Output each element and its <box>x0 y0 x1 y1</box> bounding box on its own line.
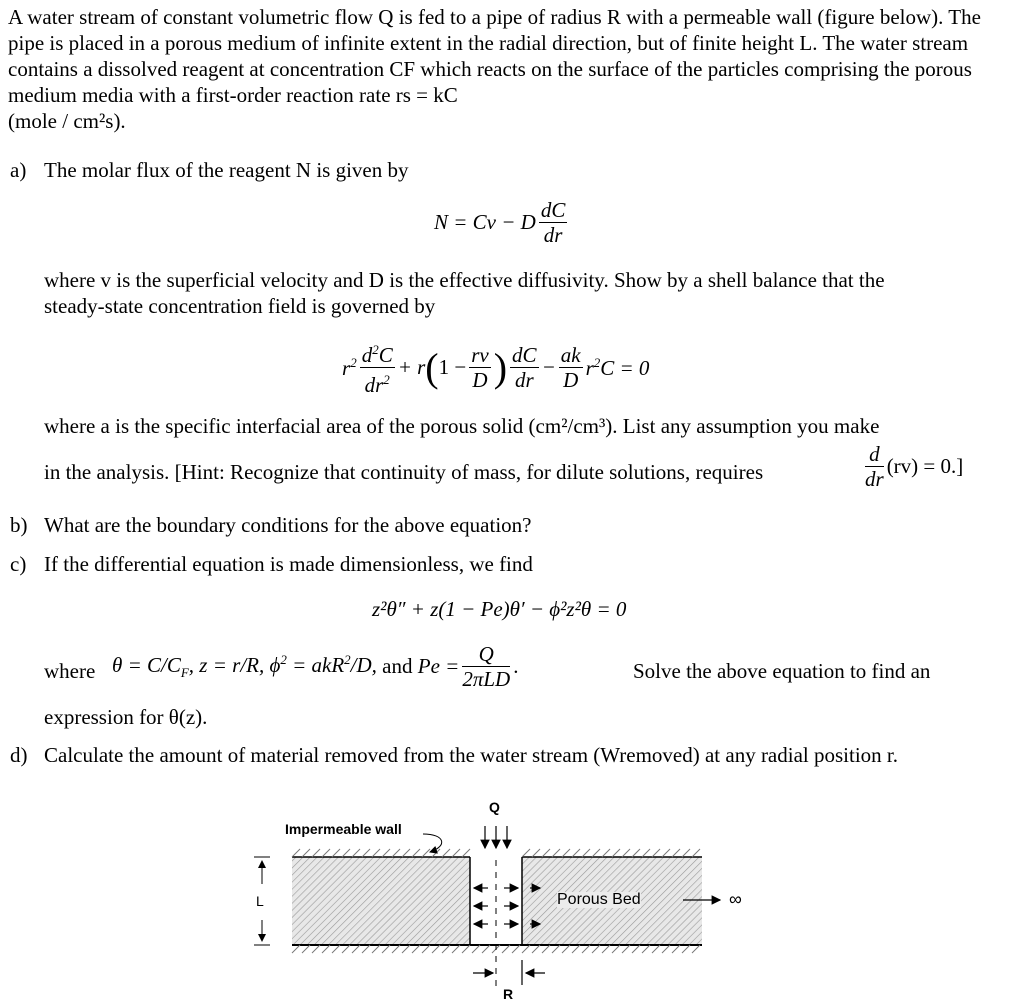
part-b-text: What are the boundary conditions for the above equation? <box>44 513 532 537</box>
part-a-where: where v is the superficial velocity and D is the effective diffusivity. Show by a shell balance that the <box>44 268 885 292</box>
part-c-text: If the differential equation is made dimensionless, we find <box>44 552 533 576</box>
radius-label-r: R <box>503 986 514 1002</box>
wall-hatch-top <box>292 849 700 857</box>
equation-governing: $r^2$ $\frac{d^2C}{dr^2}$ + r(1 − $\frac{rv}{D}$ ) $\frac{dC}{dr}$ − $\frac{ak}{D}$ $r^2C = 0$ <box>342 338 649 397</box>
equation-definitions: $\theta = C/C_F$, z = r/R, $\phi^2 = akR^2/D$, and Pe = $\frac{Q}{\text{2πLD}}$ . <box>112 642 519 691</box>
inlet-flow-arrows <box>485 826 507 848</box>
impermeable-wall-label: Impermeable wall <box>285 821 402 837</box>
equation-hint: $\frac{d}{dr}$ (rv) = 0.] <box>865 442 964 491</box>
part-c-label: c) <box>10 552 27 576</box>
radius-dimension <box>473 960 545 985</box>
equation-dimensionless: z²θ″ + z(1 − Pe)θ′ − ϕ²z²θ = 0 <box>372 597 627 621</box>
intro-units: (mole / cm²s). <box>8 109 126 133</box>
part-c-expression: expression for θ(z). <box>44 705 208 729</box>
part-b-label: b) <box>10 513 28 537</box>
height-label-l: L <box>256 893 264 909</box>
porous-bed-left <box>292 857 470 945</box>
flow-label-q: Q <box>489 799 500 815</box>
part-a-text: The molar flux of the reagent N is given by <box>44 158 409 182</box>
part-a-where2: steady-state concentration field is governed by <box>44 294 436 318</box>
wall-callout-arrow <box>423 834 442 852</box>
porous-bed-label: Porous Bed <box>557 891 641 908</box>
part-a-where3: where a is the specific interfacial area of the porous solid (cm²/cm³). List any assumption you make <box>44 414 880 438</box>
infinity-symbol: ∞ <box>729 889 742 909</box>
part-a-hint: in the analysis. [Hint: Recognize that continuity of mass, for dilute solutions, requires <box>44 460 764 484</box>
equation-flux: N = Cv − D $\frac{dC}{dr}$ <box>434 198 566 247</box>
part-c-where: where <box>44 659 96 683</box>
intro-text: A water stream of constant volumetric flow Q is fed to a pipe of radius R with a permeable wall (figure below). The pipe is placed in a porous medium of infinite extent in the radial direction, but of finite height L. The water stream contains a dissolved reagent at concentration CF which reacts on the surface of the particles comprising the porous medium media with a first-order reaction rate rs = kC <box>8 5 981 107</box>
part-c-solve: Solve the above equation to find an <box>633 659 931 683</box>
part-d-label: d) <box>10 743 28 767</box>
part-d-text: Calculate the amount of material removed from the water stream (Wremoved) at any radial position r. <box>44 743 899 767</box>
part-a-label: a) <box>10 158 27 182</box>
